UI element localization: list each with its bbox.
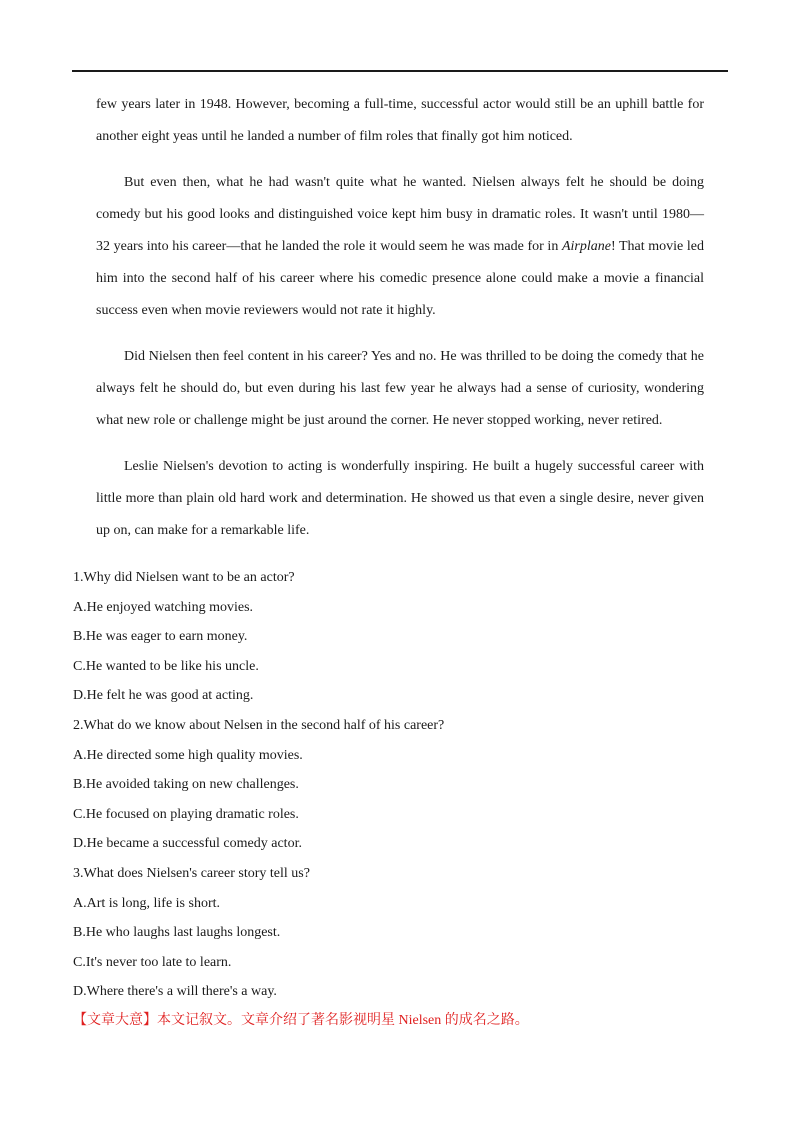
paragraph-3: Did Nielsen then feel content in his career? Yes and no. He was thrilled to be doing the comedy that he always felt he should do, but even during his last few year he always had a sense of curiosity, wondering what new role or challenge might be just around the corner. He never stopped working, never retired. <box>96 349 704 428</box>
question-1-option-a: A.He enjoyed watching movies. <box>73 599 254 615</box>
question-3-option-b: B.He who laughs last laughs longest. <box>73 925 281 941</box>
question-2-option-b: B.He avoided taking on new challenges. <box>73 777 299 793</box>
paragraph-2-text-b: ! That movie led him into the second half of his career where his comedic presence alone could make a movie a financial success even when movie reviewers would not rate it highly. <box>96 239 704 318</box>
question-list <box>73 563 733 1007</box>
question-3-option-d: D.Where there's a will there's a way. <box>73 984 277 1000</box>
question-2-option-a: A.He directed some high quality movies. <box>73 747 303 763</box>
article-summary: 【文章大意】本文记叙文。文章介绍了著名影视明星 Nielsen 的成名之路。 <box>73 1013 529 1028</box>
question-3-stem: 3.What does Nielsen's career story tell us? <box>73 865 310 881</box>
paragraph-2-text-a: But even then, what he had wasn't quite what he wanted. Nielsen always felt he should be doing comedy but his good looks and distinguished voice kept him busy in dramatic roles. It wasn't until 1980—32 years into his career—that he landed the role it would seem he was made for in <box>96 175 704 254</box>
question-3-option-a: A.Art is long, life is short. <box>73 895 220 911</box>
question-2-option-c: C.He focused on playing dramatic roles. <box>73 806 299 822</box>
paragraph-4: Leslie Nielsen's devotion to acting is wonderfully inspiring. He built a hugely successful career with little more than plain old hard work and determination. He showed us that even a single desire, never given up on, can make for a remarkable life. <box>96 459 704 538</box>
question-1-option-d: D.He felt he was good at acting. <box>73 688 254 704</box>
question-2-option-d: D.He became a successful comedy actor. <box>73 836 302 852</box>
question-1-stem: 1.Why did Nielsen want to be an actor? <box>73 570 295 585</box>
question-1-option-b: B.He was eager to earn money. <box>73 629 248 645</box>
paragraph-1: few years later in 1948. However, becoming a full-time, successful actor would still be an uphill battle for another eight yeas until he landed a number of film roles that finally got him noticed. <box>96 97 704 144</box>
header-rule <box>72 70 728 72</box>
question-3-option-c: C.It's never too late to learn. <box>73 954 232 970</box>
reading-passage <box>96 89 704 547</box>
movie-title-airplane: Airplane <box>561 239 611 254</box>
paragraph-2 <box>96 167 704 327</box>
question-2-stem: 2.What do we know about Nelsen in the second half of his career? <box>73 717 445 733</box>
question-1-option-c: C.He wanted to be like his uncle. <box>73 658 259 674</box>
